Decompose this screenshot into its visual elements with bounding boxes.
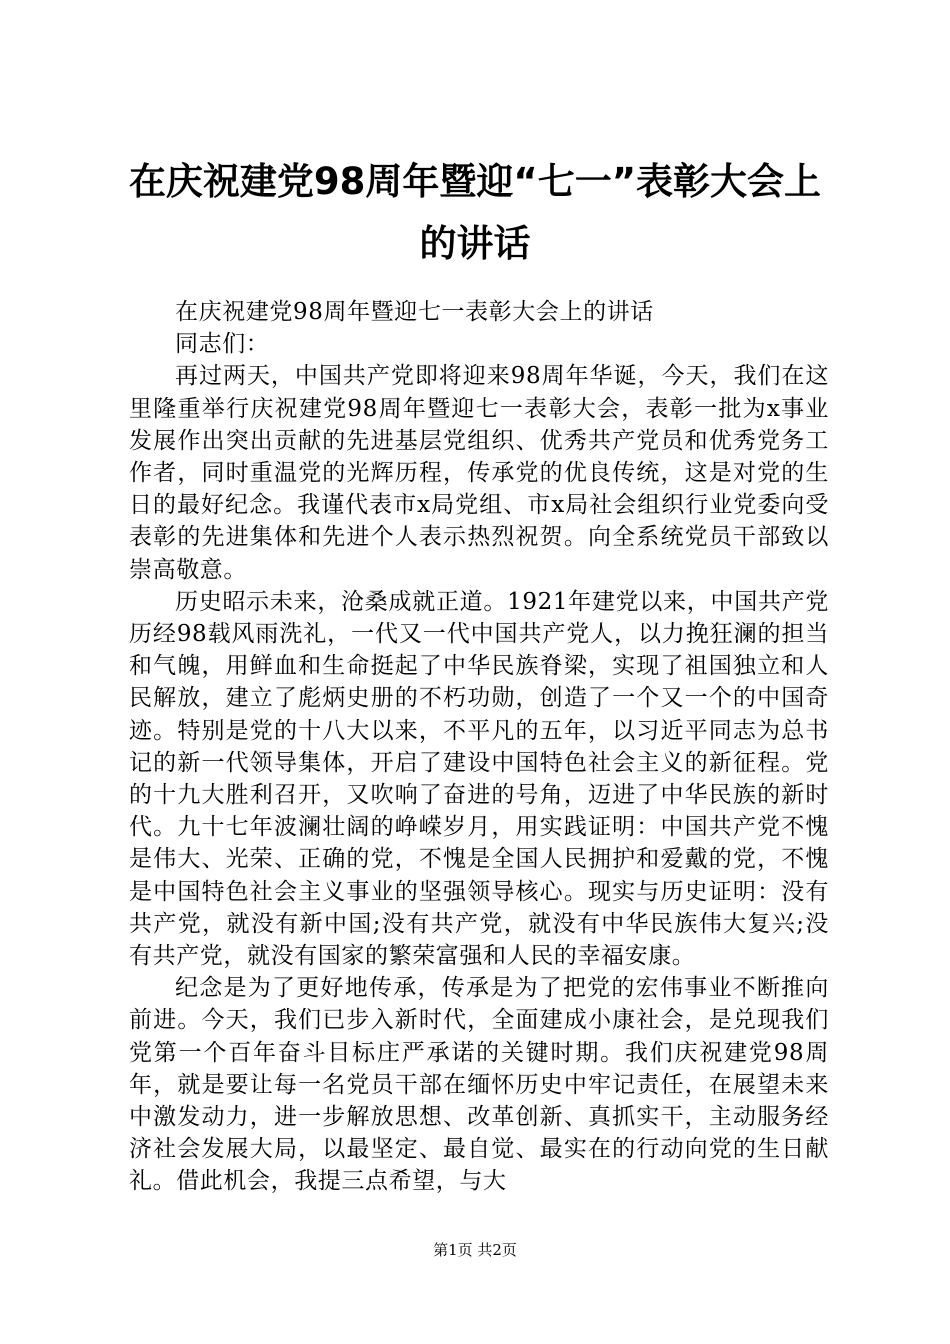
salutation: 同志们： [175,331,270,358]
document-title-line-1: 在庆祝建党98周年暨迎“七一”表彰大会上 [128,160,822,203]
document-title-line-2: 的讲话 [419,222,531,265]
paragraph-2: 历史昭示未来，沧桑成就正道。1921年建党以来，中国共产党历经98载风雨洗礼，一代又一代中国共产党人，以力挽狂澜的担当和气魄，用鲜血和生命挺起了中华民族脊梁，实现了祖国独立和人民解放，建立了彪炳史册的不朽功勋，创造了一个又一个的中国奇迹。特别是党的十八大以来，不平凡的五年，以习近平同志为总书记的新一代领导集体，开启了建设中国特色社会主义的新征程。党的十九大胜利召开，又吹响了奋进的号角，迈进了中华民族的新时代。九十七年波澜壮阔的峥嵘岁月，用实践证明：中国共产党不愧是伟大、光荣、正确的党，不愧是全国人民拥护和爱戴的党，不愧是中国特色社会主义事业的坚强领导核心。现实与历史证明：没有共产党，就没有新中国;没有共产党，就没有中华民族伟大复兴;没有共产党，就没有国家的繁荣富强和人民的幸福安康。 [129,588,829,970]
page-footer: 第1页 共2页 [433,1241,517,1259]
document-subtitle: 在庆祝建党98周年暨迎七一表彰大会上的讲话 [175,299,654,325]
paragraph-3: 纪念是为了更好地传承，传承是为了把党的宏伟事业不断推向前进。今天，我们已步入新时代，全面建成小康社会，是兑现我们党第一个百年奋斗目标庄严承诺的关键时期。我们庆祝建党98周年，就是要让每一名党员干部在缅怀历史中牢记责任，在展望未来中激发动力，进一步解放思想、改革创新、真抓实干，主动服务经济社会发展大局，以最坚定、最自觉、最实在的行动向党的生日献礼。借此机会，我提三点希望，与大 [129,975,829,1195]
paragraph-1: 再过两天，中国共产党即将迎来98周年华诞，今天，我们在这里隆重举行庆祝建党98周年暨迎七一表彰大会，表彰一批为x事业发展作出突出贡献的先进基层党组织、优秀共产党员和优秀党务工作者，同时重温党的光辉历程，传承党的优良传统，这是对党的生日的最好纪念。我谨代表市x局党组、市x局社会组织行业党委向受表彰的先进集体和先进个人表示热烈祝贺。向全系统党员干部致以崇高敬意。 [129,363,829,583]
document-body [129,296,829,1198]
